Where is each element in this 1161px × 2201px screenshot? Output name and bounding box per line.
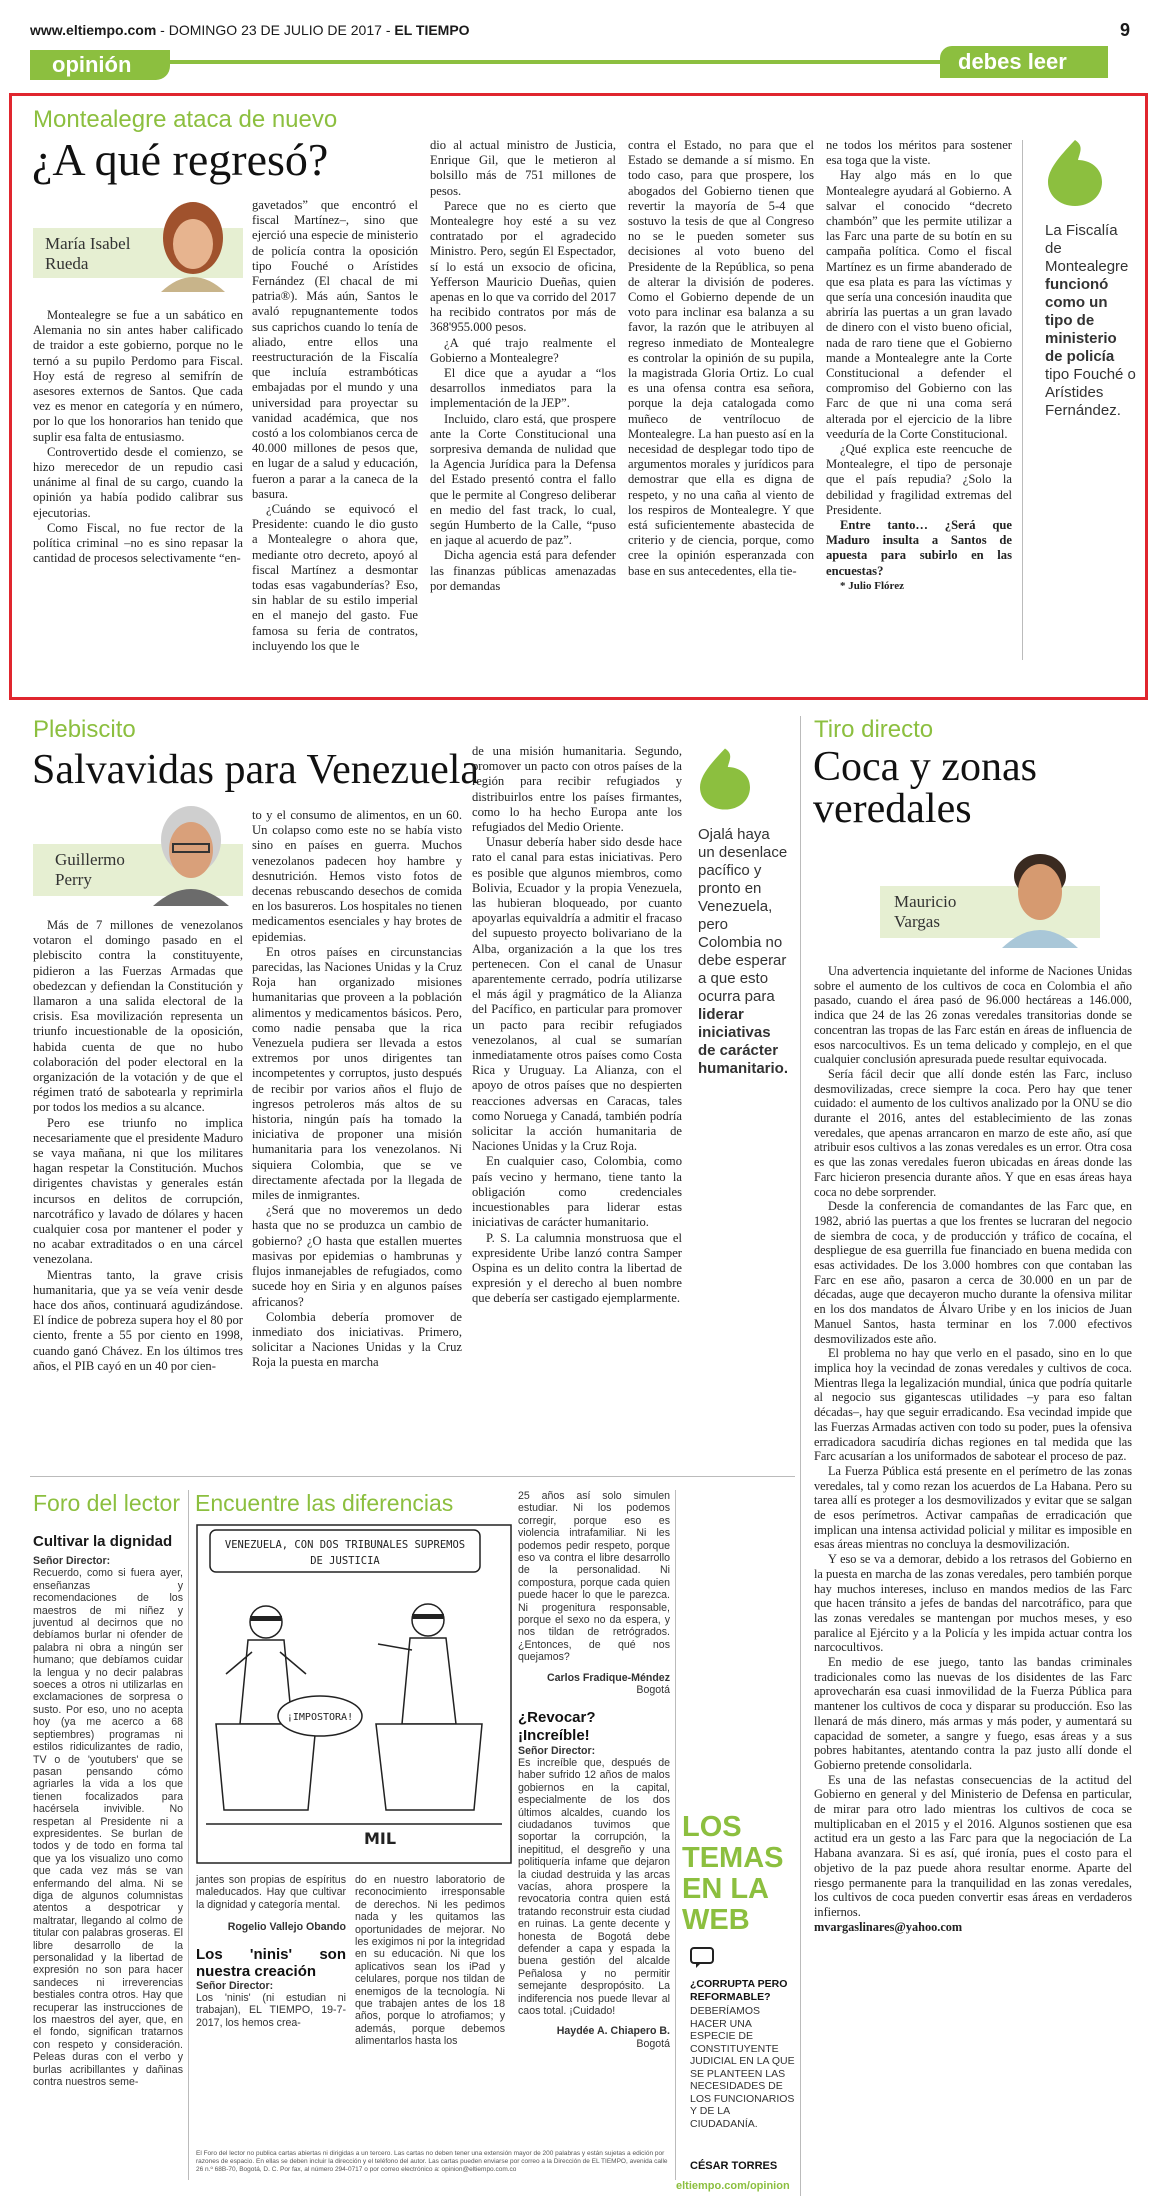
article1-col4 xyxy=(628,138,814,579)
paragraph: Sería fácil decir que allí donde estén las Farc, incluso desmovilizadas, crece siempre la coca. Pero hay que tener cuidado: el aumento de los cultivos analizado por la ONU se dio durante el 2016, antes del establecimiento de las zonas veredales, que apenas arrancaron en marzo de este año, así que atribuir esos cultivos a las zonas veredales es un error. Otra cosa es que las zonas veredales fueron ubicadas en áreas donde las Farc hicieron presencia durante años. Y que en esas áreas haya coca no debe sorprender. xyxy=(814,1066,1132,1199)
letter-signer: Carlos Fradique-Méndez xyxy=(546,1671,670,1684)
section-label: opinión xyxy=(52,52,132,77)
page-header: www.eltiempo.com - DOMINGO 23 DE JULIO DE 2017 - EL TIEMPO 9 xyxy=(30,20,1130,40)
paragraph: Dicha agencia está para defender las finanzas públicas amenazadas por demandas xyxy=(430,548,616,593)
author-photo xyxy=(143,800,239,906)
author-photo xyxy=(153,198,233,292)
web-question[interactable]: ¿CORRUPTA PERO REFORMABLE? xyxy=(690,1978,788,2003)
column-divider xyxy=(188,1490,189,2180)
section-divider xyxy=(30,1476,795,1477)
article1-title: ¿A qué regresó? xyxy=(32,134,329,185)
article1-col2 xyxy=(252,198,418,654)
letter-body: 25 años así solo simulen estudiar. Ni los podemos corregir, porque eso es violencia intrafamiliar. Ni les podemos pedir respeto, porque eso va contra el libre desarrollo de la personalidad. Ni compostura, porque cada quien puede hacer lo que le parezca. Ni progenitura responsable, porque el sexo no da espera, y nos tildan de retrógrados. ¿Entonces, de qué nos quejamos? xyxy=(518,1490,670,1664)
article1-col3 xyxy=(430,138,616,594)
paragraph: ne todos los méritos para sostener esa toga que la viste. xyxy=(826,138,1012,168)
paragraph: Hay algo más en lo que Montealegre ayudará al Gobierno. A salvar el conocido “decreto chambón” que les permite utilizar a las Farc una parte de su botín en su campaña política. Como el fiscal Martínez es un firme abanderado de que esa plata es para las víctimas y que sería una concesión inaudita que abriría las puertas a un gran lavado de dinero con el visto bueno oficial, nada de raro tiene que el Gobierno mande a Montealegre ante la Corte Constitucional a defender el compromiso del Gobierno con las Farc de que ni una coma será alterada por el ejercicio de la libre veeduría de la Corte Constitucional. xyxy=(826,168,1012,441)
paragraph: ¿Qué explica este reencuche de Montealegre, el tipo de personaje que el país repudia? ¿Solo la debilidad y fragilidad extremas del Presidente. xyxy=(826,442,1012,517)
article2-col2 xyxy=(252,808,462,1371)
article1-kicker: Montealegre ataca de nuevo xyxy=(33,106,338,133)
foro-col3 xyxy=(355,1874,505,2048)
salutation: Señor Director: xyxy=(196,1979,274,1992)
quote-icon xyxy=(1048,140,1102,206)
letter2-title: Los 'ninis' son nuestra creación xyxy=(196,1945,346,1980)
column-divider xyxy=(800,716,801,2196)
paragraph: Incluido, claro está, que prospere ante la Corte Constitucional una sorpresiva demanda de nulidad que la Agencia Jurídica para la Defensa del Estado presentó contra el fallo que le permite al Congreso deliberar en medio del fast track, lo cual, según Humberto de la Calle, “puso en jaque al acuerdo de paz”. xyxy=(430,411,616,548)
paragraph: En otros países en circunstancias parecidas, las Naciones Unidas y la Cruz Roja han organizado misiones humanitarias que proveen a la población alimentos y medicamentos básicos. Pero, como nadie pensaba que la rica Venezuela pudiera ser llevada a estos extremos por unos dirigentes tan incompetentes y corruptos, justo después de recibir por varios años el flujo de ingresos petroleros más altos de su historia, ningún país ha tomado la iniciativa de proponer una misión humanitaria para los venezolanos. Ni siquiera Colombia, que se ve directamente afectada por la llegada de miles de inmigrantes. xyxy=(252,944,462,1203)
author-note: * Julio Flórez xyxy=(840,579,904,592)
article1-pullquote: La Fiscalía de Montealegre funcionó como un tipo de ministerio de policía tipo Fouché o Arístides Fernández. xyxy=(1045,222,1136,419)
paragraph: La Fuerza Pública está presente en el perímetro de las zonas veredales, tal y como rezan los acuerdos de La Habana. Pero su tarea allí es proteger a los desmovilizados y evitar que se salgan de esos perímetros. Activar campañas de erradicación que implican una intensa actividad policial y militar es imposible en esas áreas mientras no concluya la desmovilización. xyxy=(814,1463,1132,1552)
foro-footer-note: El Foro del lector no publica cartas abiertas ni dirigidas a un tercero. Las cartas no deben tener una extensión mayor de 200 palabras y están sujetas a edición por razones de espacio. En ellas se deben incluir la dirección y el teléfono del autor. Las cartas pueden enviarse por correo a la Dirección de EL TIEMPO, avenida calle 26 n.º 68B-70, Bogotá, D. C. Por fax, al número 294-0717 o por correo electrónico a: opinion@eltiempo.com.co xyxy=(196,2150,668,2173)
paragraph: Entre tanto… ¿Será que Maduro insulta a Santos de apuesta para subirlo en las encuestas? xyxy=(826,518,1012,578)
article3-author-block xyxy=(880,842,1110,952)
paragraph: gavetados” que encontró el fiscal Martínez–, sino que ejerció una especie de ministerio de policía contra la oposición tipo Fouché o Arístides Fernández (El chacal de mi patria®). Más aún, Santos le avaló repugnantemente todos sus caprichos cuando lo tenía de aliado, entre ellos una reestructuración de la Fiscalía que incluía estrambóticas embajadas por el mundo y una universidad para proyectar su vanidad académica, que nos costó a los colombianos cerca de 40.000 millones de pesos que, en lugar de a salud y educación, fueron a parar a la caneca de la basura. xyxy=(252,198,418,501)
paragraph: ¿Será que no moveremos un dedo hasta que no se produzca un cambio de gobierno? ¿O hasta que estallen muertes masivas por epidemias o hambrunas y flujos inmanejables de refugiados, como sucede hoy en Siria y en algunos países africanos? xyxy=(252,1203,462,1309)
paper-name: EL TIEMPO xyxy=(394,22,470,38)
salutation: Señor Director: xyxy=(518,1744,596,1757)
web-body: DEBERÍAMOS HACER UNA ESPECIE DE CONSTITUYENTE JUDICIAL EN LA QUE SE PLANTEEN LAS NECESIDADES DE LOS FUNCIONARIOS Y DE LA CIUDADANÍA. xyxy=(690,2005,795,2130)
article2-pullquote: Ojalá haya un desenlace pacífico y pronto en Venezuela, pero Colombia no debe esperar a que esto ocurra para liderar iniciativas de carácter humanitario. xyxy=(698,826,789,1077)
web-url[interactable]: eltiempo.com/opinion xyxy=(676,2180,790,2192)
comment-icon xyxy=(690,1947,714,1969)
article1-author-block xyxy=(33,198,243,294)
paragraph: to y el consumo de alimentos, en un 60. Un colapso como este no se había visto sino en países en guerra. Muchos venezolanos padecen hoy hambre y desnutrición. Hemos visto fotos de decenas rebuscando desechos de comida en los basureros. Los hospitales no tienen medicamentos esenciales y hay brotes de epidemias. xyxy=(252,808,462,944)
letter-city: Bogotá xyxy=(636,2037,670,2050)
author-email[interactable]: mvargaslinares@yahoo.com xyxy=(814,1919,963,1934)
section-rule xyxy=(170,60,940,64)
paragraph: Desde la conferencia de comandantes de las Farc que, en 1982, abrió las puertas a que los frentes se lucraran del negocio de siembra de coca, y de producción y tráfico de cocaína, el despliegue de esa guerrilla fue financiado en buena medida con esas actividades. De los 3.000 hombres con que contaban las Farc en ese año, pasaron a cerca de 30.000 en un par de décadas, auge que decayeron mucho durante la ofensiva militar en los dos mandatos de Álvaro Uribe y en los inicios de Juan Manuel Santos, hasta terminar en los 7.000 efectivos desmovilizados este año. xyxy=(814,1199,1132,1346)
article2-title: Salvavidas para Venezuela xyxy=(32,747,480,793)
paragraph: Como Fiscal, no fue rector de la política criminal –no es sino repasar la cantidad de procesos selectivamente “en- xyxy=(33,520,243,566)
paragraph: P. S. La calumnia monstruosa que el expresidente Uribe lanzó contra Samper Ospina es un delito contra la libertad de expresión y el derecho al buen nombre que debería ser castigado ejemplarmente. xyxy=(472,1230,682,1306)
article3-body xyxy=(814,964,1132,1934)
letter3-title: ¿Revocar? ¡Increíble! xyxy=(518,1708,596,1744)
letter-signer: Rogelio Vallejo Obando xyxy=(227,1921,346,1934)
paragraph: Más de 7 millones de venezolanos votaron el domingo pasado en el plebiscito contra la constituyente, pidieron a las Fuerzas Armadas que obedezcan y defiendan la Constitución y llamaron a una salida electoral de la crisis. Esa movilización representa un triunfo incuestionable de la oposición, habida cuenta de que no hubo colaboración del poder electoral en la organización de la votación y de que el régimen trató de sabotearla y reprimirla por todos los medios a su alcance. xyxy=(33,918,243,1115)
paragraph: En cualquier caso, Colombia, como país vecino y hermano, tiene tanto la obligación como credenciales incuestionables para liderar estas iniciativas de carácter humanitario. xyxy=(472,1154,682,1230)
quote-icon xyxy=(700,748,750,810)
paragraph: El problema no hay que verlo en el pasado, sino en lo que implica hoy la vecindad de zonas veredales y cultivos de coca. Mientras llega la legalización mundial, única que podría quitarle al negocio sus gigantescas utilidades –y para eso faltan décadas–, hay que seguir erradicando. Esa vecindad impide que las Fuerzas Armadas activen con todo su poder, pues la ofensiva erradicadora sacudiría dichas regiones en tal medida que las Farc acusarían a los uniformados de sabotear el proceso de paz. xyxy=(814,1346,1132,1464)
paragraph: Colombia debería promover de inmediato dos iniciativas. Primero, solicitar a Naciones Unidas y la Cruz Roja la puesta en marcha xyxy=(252,1309,462,1370)
paragraph: ¿Cuándo se equivocó el Presidente: cuando le dio gusto a Montealegre o ahora que, mediante otro decreto, apoyó al fiscal Martínez a desmontar todas esas vagabunderías? Eso, sin hablar de su estilo imperial en el manejo del gasto. Fue famosa su feria de contratos, incluyendo los que le xyxy=(252,502,418,653)
cartoon-caption: VENEZUELA, CON DOS TRIBUNALES SUPREMOS xyxy=(224,1539,466,1551)
column-divider xyxy=(1022,140,1023,660)
article1-col5 xyxy=(826,138,1012,594)
paragraph: Unasur debería haber sido desde hace rato el canal para estas iniciativas. Pero es posible que algunos miembros, como Bolivia, Ecuador y la propia Venezuela, las hubieran bloqueado, por cuanto apoyarlas equivaldría a admitir el fracaso del supuesto proyecto bolivariano de la Alba, organización a la que los tres pertenecen. Con el canal de Unasur aparentemente cerrado, podría utilizarse el más ágil y pragmático de la Alianza del Pacífico, en particular para promover un pacto para recibir refugiados venezolanos, al cual se sumarían inmediatamente otros países como Costa Rica y Uruguay. La Alianza, con el apoyo de otros países que no despierten reacciones adversas en Caracas, tales como Noruega y Canadá, también podría solicitar la acción humanitaria de Naciones Unidas y la Cruz Roja. xyxy=(472,835,682,1154)
page-number: 9 xyxy=(1119,20,1130,40)
letter1-title: Cultivar la dignidad xyxy=(33,1533,173,1550)
article2-col3 xyxy=(472,744,682,1307)
salutation: Señor Director: xyxy=(33,1555,111,1567)
site-url[interactable]: www.eltiempo.com xyxy=(30,22,157,38)
letter-body: do en nuestro laboratorio de reconocimiento irresponsable de derechos. Ni les pedimos nada y les quitamos las oportunidades de mejorar. No les exigimos ni por la integridad en su educación. Ni que los aplicativos sean los iPad y celulares, porque nos tildan de enemigos de la tecnología. Ni que trabajen antes de los 18 años, porque lo atrofiamos; y además, porque debemos alimentarlos hasta los xyxy=(355,1874,505,2048)
letter-signer: Haydée A. Chiapero B. xyxy=(556,2025,670,2038)
web-heading: LOS TEMAS EN LA WEB xyxy=(682,1811,784,1936)
paragraph: Es una de las nefastas consecuencias de la actitud del Gobierno en general y del Ministerio de Defensa en particular, de mirar para otro lado mientras los cultivos de coca se multiplicaban en el 2015 y el 2016. Algunos sostienen que esa actitud era un gesto a las Farc para que la negociación de La Habana avanzara. Si es así, qué ironía, pues el costo para el objetivo de la paz puede ahora resultar enorme. Aparte del riesgo permanente para la tranquilidad en las zonas veredales, los cultivos de coca pueden convertir esas áreas en verdaderos infiernos. xyxy=(814,1772,1132,1919)
issue-date: DOMINGO 23 DE JULIO DE 2017 xyxy=(168,22,382,38)
article1-col1 xyxy=(33,308,243,566)
article2-author-block xyxy=(33,800,243,910)
paragraph: Controvertido desde el comienzo, se hizo merecedor de un repudio casi unánime al final de su cargo, cuando la opinión ya había podido calibrar sus ejecutorias. xyxy=(33,444,243,520)
paragraph: En medio de ese juego, tanto las bandas criminales tradicionales como las nuevas de los disidentes de las Farc aprovecharán esa cuasi inmovilidad de la Fuerza Pública para mantener los cultivos de coca y disparar su producción. Eso las llenará de más dinero, más armas y más poder, y aumentará su capacidad de someter, a sangre y fuego, esas áreas y a sus pobres habitantes, atentando contra la paz justo allí donde el Gobierno pretende consolidarla. xyxy=(814,1655,1132,1772)
author-name: María Isabel Rueda xyxy=(45,234,131,273)
diferencias-title: Encuentre las diferencias xyxy=(195,1490,454,1516)
paragraph: El dice que a ayudar a “los desarrollos inmediatos para la implementación de la JEP”. xyxy=(430,366,616,411)
cartoon-bubble: ¡IMPOSTORA! xyxy=(286,1712,354,1723)
cartoon-signature: MIL xyxy=(364,1829,397,1848)
article2-col1 xyxy=(33,918,243,1374)
paragraph: de una misión humanitaria. Segundo, promover un pacto con otros países de la región para recibir refugiados y distribuirlos entre los países firmantes, como lo ha hecho Europa ante los refugiados del Medio Oriente. xyxy=(472,744,682,835)
paragraph: Pero ese triunfo no implica necesariamente que el presidente Maduro se vaya mañana, ni que los militares hagan respetar la Constitución. Muchos dirigentes chavistas y generales están incursos en delitos de corrupción, narcotráfico y lavado de dólares y hacen cualquier cosa por mantener el poder y no acabar extraditados o en una cárcel venezolana. xyxy=(33,1115,243,1267)
paragraph: contra el Estado, no para que el Estado se demande a sí mismo. En todo caso, para que prospere, los abogados del Gobierno tienen que revertir la mayoría de 5-4 que sostuvo la tesis de que al Congreso no se le pueden someter sus decisiones al voto bueno del Presidente de la República, so pena de alterar la división de poderes. Como el Gobierno depende de un voto para inclinar esa balanza a su favor, la razón que le atribuyen al regreso inmediato de Montealegre es controlar la opinión de su pupila, la magistrada Gloria Ortiz. Lo cual es una ofensa contra esa señora, porque la deja catalogada como muñeco de ventrílocuo de Montealegre. La han puesto así en la necesidad de desplegar todo tipo de argumentos morales y jurídicos para demostrar que ella es digna de respeto, y no una caña al viento de los respiros de Montealegre. Y que está suficientemente abastecida de criterio y de ciencia, porque, como cree la opinión esperanzada con base en sus antecedentes, ella tie- xyxy=(628,138,814,578)
paragraph: Mientras tanto, la grave crisis humanitaria, que ya se veía venir desde hace dos años, continuará agudizándose. El índice de pobreza supera hoy el 80 por ciento, frente a 55 por ciento en 1998, cuando ganó Chávez. En los últimos tres años, el PIB cayó en un 40 por cien- xyxy=(33,1267,243,1373)
foro-title: Foro del lector xyxy=(33,1490,181,1516)
paragraph: Y eso se va a demorar, debido a los retrasos del Gobierno en la puesta en marcha de las zonas veredales, pero también porque hay muchos intereses, incluso en mandos medios de las Farc que hacen tránsito a jefes de bandas del narcotráfico, para que las zonas veredales se mantengan por muchos meses, y eso paralice al Ejército y a la Policía y les impida actuar contra los narcocultivos. xyxy=(814,1552,1132,1655)
article3-kicker: Tiro directo xyxy=(814,716,934,743)
column-divider xyxy=(675,1490,676,2180)
paragraph: Una advertencia inquietante del informe de Naciones Unidas sobre el aumento de los cultivos de coca en Colombia el año pasado, cuando el área pasó de 96.000 hectáreas a 146.000, indica que 24 de las 26 zonas veredales transitorias donde se concentran las tropas de las Farc están en áreas de influencia de esos narcocultivos. Es un tema delicado y complejo, en el que cualquier conclusión apresurada puede resultar equivocada. xyxy=(814,964,1132,1067)
paragraph: Parece que no es cierto que Montealegre hoy esté a su vez contratado por el agradecido Ministro. Pero, según El Espectador, sí lo está un exsocio de oficina, Yefferson Mauricio Dueñas, quien apenas en lo que va corrido del 2017 ha recibido contratos por más de 368'955.000 pesos. xyxy=(430,198,616,335)
foro-col2 xyxy=(196,1874,346,2029)
letter-body: jantes son propias de espíritus maleducados. Hay que cultivar la dignidad y categoría mental. xyxy=(196,1874,346,1911)
author-name: Guillermo Perry xyxy=(55,850,125,889)
section-bar-right xyxy=(940,46,1108,78)
author-name: Mauricio Vargas xyxy=(894,892,957,931)
article2-kicker: Plebiscito xyxy=(33,716,136,743)
section-right-label[interactable]: debes leer xyxy=(958,49,1067,74)
paragraph: Montealegre se fue a un sabático en Alemania no sin antes haber calificado de traidor a este gobierno, porque no le ternó a su pupilo Perdomo para Fiscal. Hoy está de regreso al semifrín de asesores externos de Santos. Que cada vez es menor en categoría y en número, por lo que los honorarios han tenido que suplir esa falta de entusiasmo. xyxy=(33,308,243,444)
paragraph: ¿A qué trajo realmente el Gobierno a Montealegre? xyxy=(430,335,616,365)
author-photo xyxy=(992,842,1088,948)
svg-text:DE JUSTICIA: DE JUSTICIA xyxy=(310,1555,380,1567)
letter-city: Bogotá xyxy=(636,1684,670,1697)
web-author: CÉSAR TORRES xyxy=(690,2160,778,2172)
letter-body: Recuerdo, como si fuera ayer, enseñanzas y recomendaciones de los maestros de mi niñez y juventud al decirnos que no debíamos burlar ni ofender de palabra ni obra a ningún ser humano; que debíamos cuidar la lengua y no decir palabras soeces a otros ni utilizarlas en exclamaciones de sorpresa o susto. Por eso, uno no acepta hoy (ya me acerco a 68 septiembres) programas ni estilos ridiculizantes de radio, TV o de 'youtubers' que se pasan pensando cómo agriarles la vida a los que tienen focalizados para hacérsela invivible. No respetan al Presidente ni a expresidentes. Se burlan de todos y de todo en forma tal que ya los visualizo uno como que cada vez más se van enfermando del alma. Ni se diga de algunos columnistas atentos a despotricar y maltratar, llegando al colmo de titular con palabras groseras. El libre desarrollo de la personalidad y la libertad de expresión no son para hacer sandeces ni irreverencias bestiales contra otros. Hay que recuperar las instrucciones de los maestros del ayer, que, en el fondo, significan tratarnos con respeto y consideración. Peleas duras con el verbo y burlas acribillantes y dañinas contra nuestros seme- xyxy=(33,1567,183,2089)
letter-body: Es increíble que, después de haber sufrido 12 años de malos gobiernos en la capital, especialmente de los dos últimos alcaldes, cuando los ciudadanos tuvimos que soportar la corrupción, la inepititud, el desgreño y una politiquería infame que dejaron la ciudad destruida y las arcas vacías, ahora prospere la revocatoria contra quien está tratando reconstruir esta ciudad en ruinas. La gente decente y honesta de Bogotá debe defender a capa y espada la buena gestión del alcalde Peñalosa y no permitir semejante despropósito. La indiferencia nos puede llevar al caos total. ¡Cuidado! xyxy=(518,1756,670,2018)
paragraph: dio al actual ministro de Justicia, Enrique Gil, que le metieron al bolsillo más de 751 millones de pesos. xyxy=(430,138,616,198)
section-bar-left xyxy=(30,50,170,80)
letter-body: Los 'ninis' (ni estudian ni trabajan), EL TIEMPO, 19-7-2017, los hemos crea- xyxy=(196,1992,346,2029)
cartoon xyxy=(196,1524,512,1864)
foro-col4 xyxy=(518,1490,670,2050)
foro-col1 xyxy=(33,1555,183,2088)
article3-title: Coca y zonas veredales xyxy=(813,744,1037,832)
